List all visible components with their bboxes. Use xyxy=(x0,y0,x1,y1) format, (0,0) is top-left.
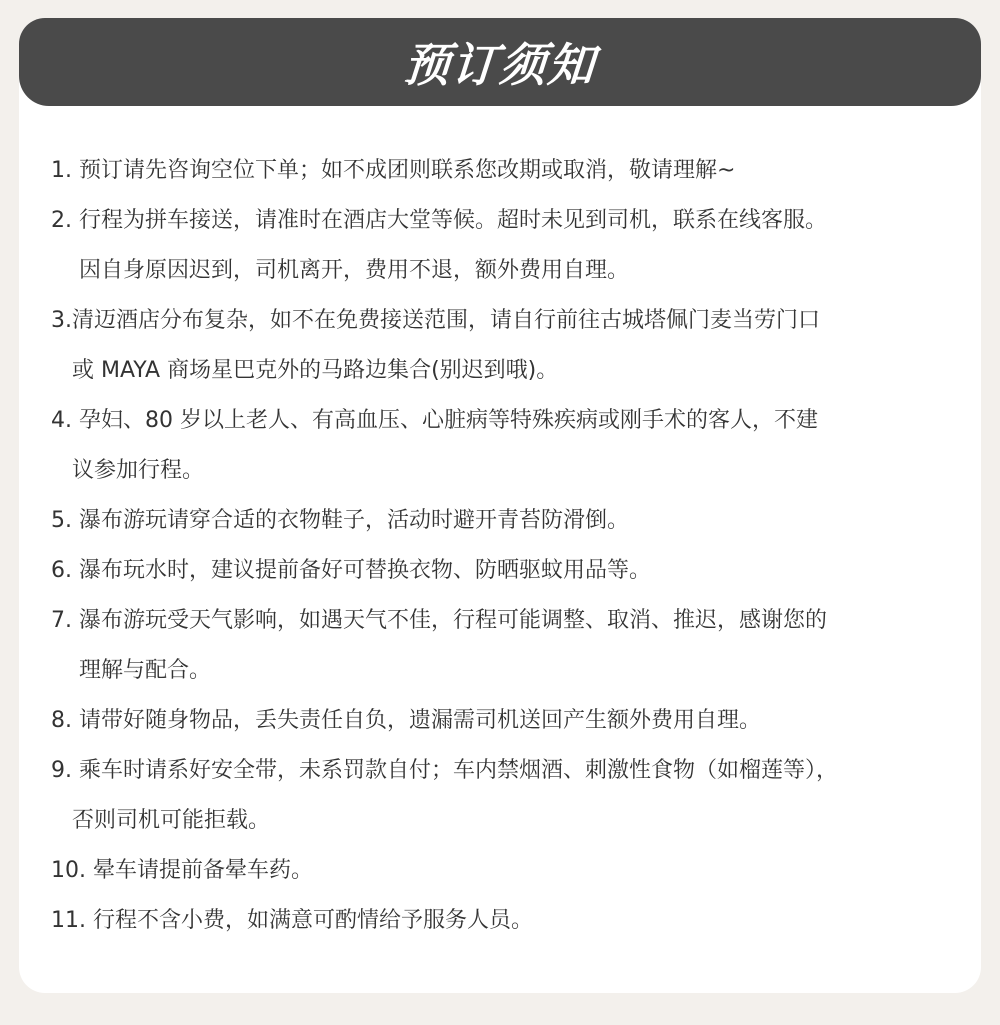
notice-line: 11. 行程不含小费，如满意可酌情给予服务人员。 xyxy=(51,908,533,933)
notice-line: 理解与配合。 xyxy=(51,658,211,683)
notice-line: 9. 乘车时请系好安全带，未系罚款自付；车内禁烟酒、刺激性食物（如榴莲等）， xyxy=(51,758,838,783)
notice-line: 议参加行程。 xyxy=(51,458,204,483)
notice-line: 因自身原因迟到，司机离开，费用不退，额外费用自理。 xyxy=(51,258,629,283)
notice-line: 5. 瀑布游玩请穿合适的衣物鞋子，活动时避开青苔防滑倒。 xyxy=(51,508,629,533)
notice-title: 预订须知 xyxy=(401,38,598,92)
notice-line: 10. 晕车请提前备晕车药。 xyxy=(51,858,313,883)
notice-line: 否则司机可能拒载。 xyxy=(51,808,270,833)
notice-line: 2. 行程为拼车接送，请准时在酒店大堂等候。超时未见到司机，联系在线客服。 xyxy=(51,208,827,233)
notice-line: 7. 瀑布游玩受天气影响，如遇天气不佳，行程可能调整、取消、推迟，感谢您的 xyxy=(51,608,827,633)
notice-line: 或 MAYA 商场星巴克外的马路边集合(别迟到哦)。 xyxy=(51,358,559,383)
notice-list xyxy=(51,146,961,946)
notice-line: 1. 预订请先咨询空位下单；如不成团则联系您改期或取消，敬请理解~ xyxy=(51,158,736,183)
notice-line: 4. 孕妇、80 岁以上老人、有高血压、心脏病等特殊疾病或刚手术的客人，不建 xyxy=(51,408,818,433)
booking-notice-card xyxy=(19,18,981,993)
notice-line: 8. 请带好随身物品，丢失责任自负，遗漏需司机送回产生额外费用自理。 xyxy=(51,708,761,733)
notice-line: 6. 瀑布玩水时，建议提前备好可替换衣物、防晒驱蚊用品等。 xyxy=(51,558,651,583)
notice-header xyxy=(19,18,981,106)
notice-line: 3.清迈酒店分布复杂，如不在免费接送范围，请自行前往古城塔佩门麦当劳门口 xyxy=(51,308,820,333)
